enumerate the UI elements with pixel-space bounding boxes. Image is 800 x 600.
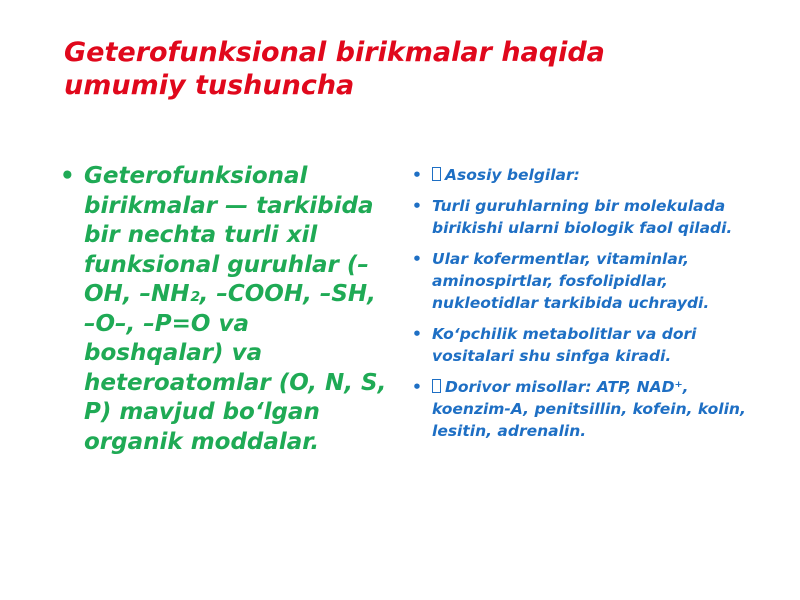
details-item-text: Asosiy belgilar: (445, 166, 580, 184)
bullet-point: • (412, 197, 422, 215)
details-item-metabolites (410, 323, 760, 367)
missing-glyph-icon (432, 379, 441, 393)
details-item-text: Ko‘pchilik metabolitlar va dori vositalari shu sinfga kiradi. (432, 325, 697, 365)
details-item-biological-activity (410, 195, 760, 239)
bullet-point: • (412, 250, 422, 268)
details-item-drug-examples (410, 376, 760, 442)
definition-list (60, 162, 390, 457)
details-item-text: Ular kofermentlar, vitaminlar, aminospirtlar, fosfolipidlar, nukleotidlar tarkibida uchraydi. (432, 250, 710, 312)
details-column (410, 164, 760, 451)
details-item-occurrence (410, 248, 760, 314)
bullet-point: • (60, 163, 75, 189)
slide-title (64, 36, 764, 102)
definition-text: Geterofunksional birikmalar — tarkibida bir nechta turli xil funksional guruhlar (–OH, –NH₂, –COOH, –SH, –O–, –P=O va boshqalar) va heteroatomlar (O, N, S, P) mavjud bo‘lgan organik moddalar. (84, 163, 387, 455)
missing-glyph-icon (432, 167, 441, 181)
definition-item (60, 162, 390, 457)
slide-title-line-2: umumiy tushuncha (64, 70, 355, 101)
slide-title-line-1: Geterofunksional birikmalar haqida (64, 37, 605, 68)
bullet-point: • (412, 378, 422, 396)
definition-column (60, 162, 390, 457)
details-item-text: Turli guruhlarning bir molekulada birikishi ularni biologik faol qiladi. (432, 197, 733, 237)
details-list (410, 164, 760, 442)
details-item-main-features (410, 164, 760, 186)
bullet-point: • (412, 325, 422, 343)
details-item-text: Dorivor misollar: ATP, NAD⁺, koenzim-A, penitsillin, kofein, kolin, lesitin, adrenalin. (432, 378, 746, 440)
bullet-point: • (412, 166, 422, 184)
